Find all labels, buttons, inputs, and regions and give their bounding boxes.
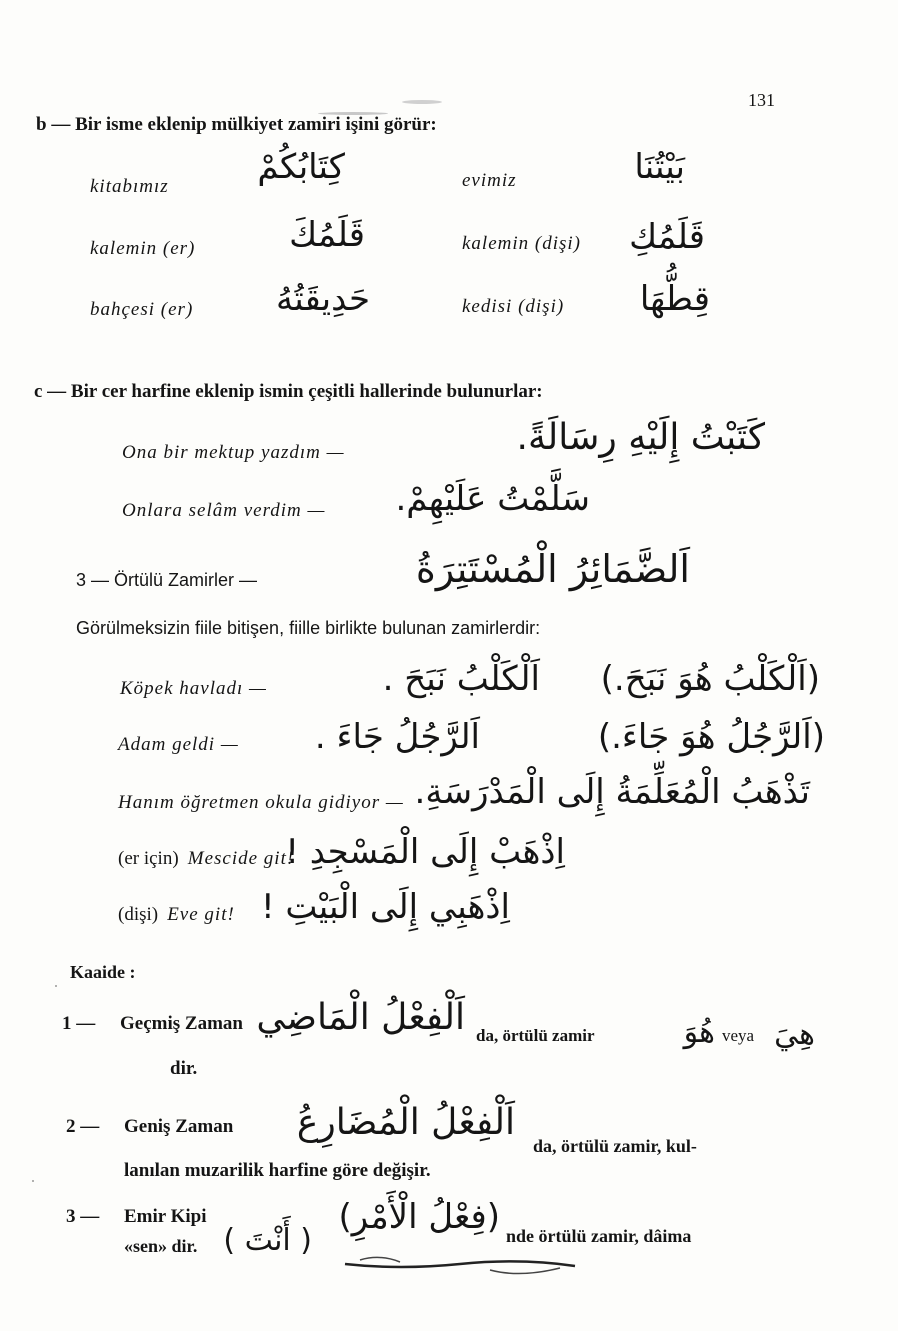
c-example-tr: Ona bir mektup yazdım — <box>122 442 345 463</box>
rule-number: 1 — <box>62 1013 96 1034</box>
b-example-ar: قَلَمُكِ <box>629 217 705 257</box>
b-example-tr: kalemin (er) <box>90 238 196 259</box>
heading-b: b — Bir isme eklenip mülkiyet zamiri işini görür: <box>36 114 437 135</box>
b-example-ar: بَيْتُنَا <box>634 147 685 187</box>
s3-example-tr: Hanım öğretmen okula gidiyor — <box>118 792 404 813</box>
rule-label: Geçmiş Zaman <box>120 1013 243 1034</box>
b-example-tr: evimiz <box>462 170 517 191</box>
rule-label: Emir Kipi <box>124 1206 207 1227</box>
s3-example-tr: Adam geldi — <box>118 734 239 755</box>
rule-continuation: dir. <box>170 1058 198 1079</box>
rule-text: nde örtülü zamir, dâima <box>506 1226 692 1246</box>
b-example-ar: قَلَمُكَ <box>289 215 365 255</box>
s3-example-ar: اَلْكَلْبُ نَبَحَ . <box>382 659 540 699</box>
s3-example-tr: Köpek havladı — <box>120 678 267 699</box>
b-example-tr: bahçesi (er) <box>90 299 194 320</box>
page-number: 131 <box>748 90 775 110</box>
section3-description: Görülmeksizin fiile bitişen, fiille birlikte bulunan zamirlerdir: <box>76 618 541 638</box>
rule-ar: (فِعْلُ الْأَمْرِ) <box>338 1197 500 1237</box>
s3-example-ar: اَلرَّجُلُ جَاءَ . <box>314 717 480 757</box>
rule-pronoun-ar: هِيَ <box>774 1017 815 1052</box>
command-text: Mescide git! <box>187 848 295 869</box>
heading-c: c — Bir cer harfine eklenip ismin çeşitli hallerinde bulunurlar: <box>34 381 543 402</box>
c-example-tr: Onlara selâm verdim — <box>122 500 326 521</box>
b-example-ar: قِطُّهَا <box>639 279 710 319</box>
c-example-ar: كَتَبْتُ إِلَيْهِ رِسَالَةً. <box>516 417 765 458</box>
command-note: (er için) <box>118 848 179 869</box>
command-line <box>118 904 235 926</box>
b-example-ar: حَدِيقَتُهُ <box>275 279 370 319</box>
rule-number: 3 — <box>66 1206 100 1227</box>
rule-continuation: lanılan muzarilik harfine göre değişir. <box>124 1160 431 1181</box>
rule-ar: اَلْفِعْلُ الْمُضَارِعُ <box>296 1102 515 1143</box>
rule-number: 2 — <box>66 1116 100 1137</box>
rule-pronoun-ar: هُوَ <box>683 1015 715 1050</box>
ink-scribble <box>340 1252 580 1282</box>
command-note: (dişi) <box>118 904 159 925</box>
rule-label: Geniş Zaman <box>124 1116 234 1137</box>
b-example-tr: kitabımız <box>90 176 169 197</box>
b-example-tr: kedisi (dişi) <box>462 296 565 317</box>
rule-veya: veya <box>722 1026 755 1045</box>
b-example-ar: كِتَابُكُمْ <box>257 147 345 187</box>
rule-ar: اَلْفِعْلُ الْمَاضِي <box>256 997 465 1038</box>
kaaide-title: Kaaide : <box>70 962 136 982</box>
command-ar: اِذْهَبْ إِلَى الْمَسْجِدِ ! <box>285 832 565 872</box>
rule-text: da, örtülü zamir, kul- <box>533 1136 697 1156</box>
rule-pronoun-ar: ( أَنْتَ ) <box>223 1223 312 1258</box>
b-example-tr: kalemin (dişi) <box>462 233 582 254</box>
command-line <box>118 848 294 870</box>
s3-example-paren: (اَلْكَلْبُ هُوَ نَبَحَ.) <box>600 659 820 699</box>
section3-title: 3 — Örtülü Zamirler — <box>76 570 258 590</box>
command-text: Eve git! <box>167 904 235 925</box>
section3-ar: اَلضَّمَائِرُ الْمُسْتَتِرَةُ <box>415 547 690 591</box>
command-ar: اِذْهَبِي إِلَى الْبَيْتِ ! <box>260 887 510 927</box>
c-example-ar: سَلَّمْتُ عَلَيْهِمْ. <box>395 479 590 519</box>
s3-example-ar: تَذْهَبُ الْمُعَلِّمَةُ إِلَى الْمَدْرَسَةِ. <box>414 772 810 812</box>
s3-example-paren: (اَلرَّجُلُ هُوَ جَاءَ.) <box>597 717 825 757</box>
rule-continuation: «sen» dir. <box>124 1236 198 1256</box>
rule-text: da, örtülü zamir <box>476 1026 595 1045</box>
